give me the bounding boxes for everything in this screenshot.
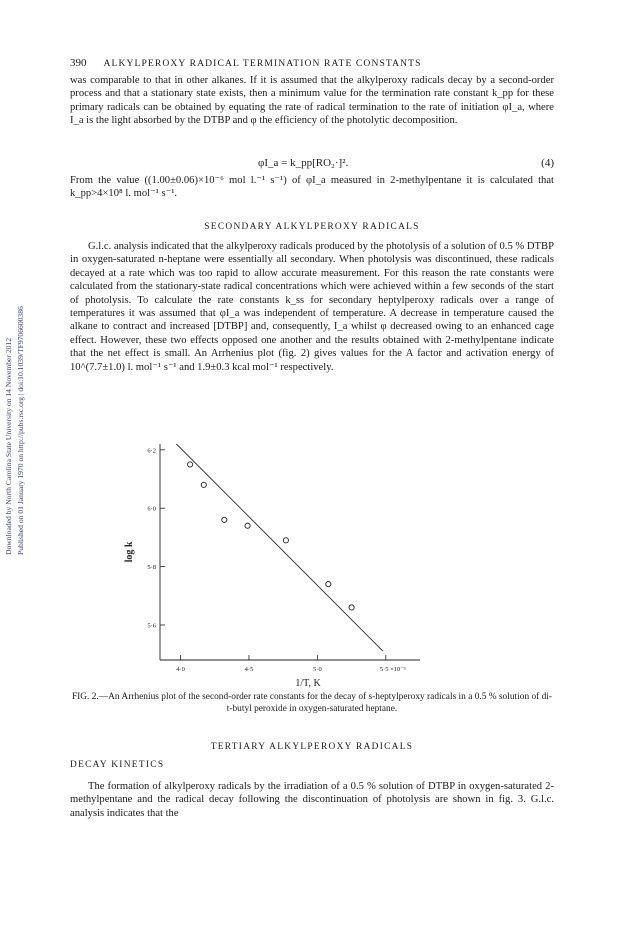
running-title: ALKYLPEROXY RADICAL TERMINATION RATE CONSTANTS	[103, 58, 422, 69]
x-tick-label: 4·0	[176, 666, 185, 673]
y-tick-label: 5·6	[147, 622, 156, 630]
section-heading-tertiary: TERTIARY ALKYLPEROXY RADICALS	[210, 742, 414, 752]
section-heading-secondary: SECONDARY ALKYLPEROXY RADICALS	[204, 222, 420, 232]
x-axis-label: 1/T, K	[295, 678, 321, 688]
subsection-heading-decay: DECAY KINETICS	[70, 760, 165, 770]
data-point	[222, 517, 227, 522]
x-tick-label: 4·5	[244, 666, 254, 673]
x-tick-label: 5·0	[313, 666, 322, 673]
fit-line	[176, 444, 383, 651]
running-header	[70, 57, 554, 69]
y-tick-label: 6·0	[147, 505, 156, 513]
data-point	[201, 482, 206, 487]
equation-expression: φI_a = k_pp[RO₂·]².	[258, 157, 349, 169]
equation-number: (4)	[541, 157, 554, 169]
data-point	[245, 523, 250, 528]
y-tick-label: 5·8	[147, 564, 156, 572]
download-notice: Downloaded by North Carolina State University on 14 November 2012	[4, 337, 13, 555]
paragraph-3: G.l.c. analysis indicated that the alkylperoxy radicals produced by the photolysis of a solution of 0.5 % DTBP in oxygen-saturated n-heptane were essentially all secondary. When photolysis was discontinued, these radicals decayed at a rate which was too rapid to allow accurate measurement. For this reason the rate constants were calculated from the stationary-state radical concentrations which were achieved within a few seconds of the start of photolysis. To calculate the rate constants k_ss for secondary heptylperoxy radicals over a range of temperatures it was assumed that φI_a was independent of temperature. A decrease in temperature caused the alkane to contract and increased [DTBP] and, consequently, I_a whilst φ decreased owing to an enhanced cage effect. However, these two effects opposed one another and the results obtained with 2-methylpentane indicate that the net effect is small. An Arrhenius plot (fig. 2) gives values for the A factor and activation energy of 10^(7.7±1.0) l. mol⁻¹ s⁻¹ and 1.9±0.3 kcal mol⁻¹ respectively.	[70, 241, 554, 373]
data-point	[283, 538, 288, 543]
paragraph-4: The formation of alkylperoxy radicals by the irradiation of a 0.5 % solution of DTBP in oxygen-saturated 2-methylpentane and the radical decay following the discontinuation of photolysis are shown in fig. 3. G.l.c. analysis indicates that the	[70, 781, 554, 819]
y-tick-label: 6·2	[147, 447, 156, 455]
download-sidebar	[2, 215, 42, 555]
paragraph-2: From the value ((1.00±0.06)×10⁻⁶ mol l.⁻¹ s⁻¹) of φI_a measured in 2-methylpentane it is calculated that k_pp>4×10⁸ l. mol⁻¹ s⁻¹.	[70, 175, 554, 200]
x-tick-label: 5·5 ×10⁻³	[379, 666, 406, 673]
data-point	[349, 605, 354, 610]
data-point	[188, 462, 193, 467]
y-axis-label: log k	[124, 541, 135, 563]
page-number: 390	[70, 57, 87, 69]
arrhenius-plot	[70, 428, 554, 688]
data-point	[326, 582, 331, 587]
paragraph-1: was comparable to that in other alkanes. If it is assumed that the alkylperoxy radicals decay by a second-order process and that a stationary state exists, then a minimum value for the termination rate constant k_pp for these primary radicals can be obtained by equating the rate of radical termination to the rate of initiation φI_a, where I_a is the light absorbed by the DTBP and φ the efficiency of the photolytic decomposition.	[70, 75, 554, 127]
figure-caption: FIG. 2.—An Arrhenius plot of the second-order rate constants for the decay of s-heptylperoxy radicals in a 0.5 % solution of di-t-butyl peroxide in oxygen-saturated heptane.	[71, 692, 553, 714]
published-notice: Published on 01 January 1970 on http://pubs.rsc.org | doi:10.1039/TF9706600386	[16, 306, 25, 555]
